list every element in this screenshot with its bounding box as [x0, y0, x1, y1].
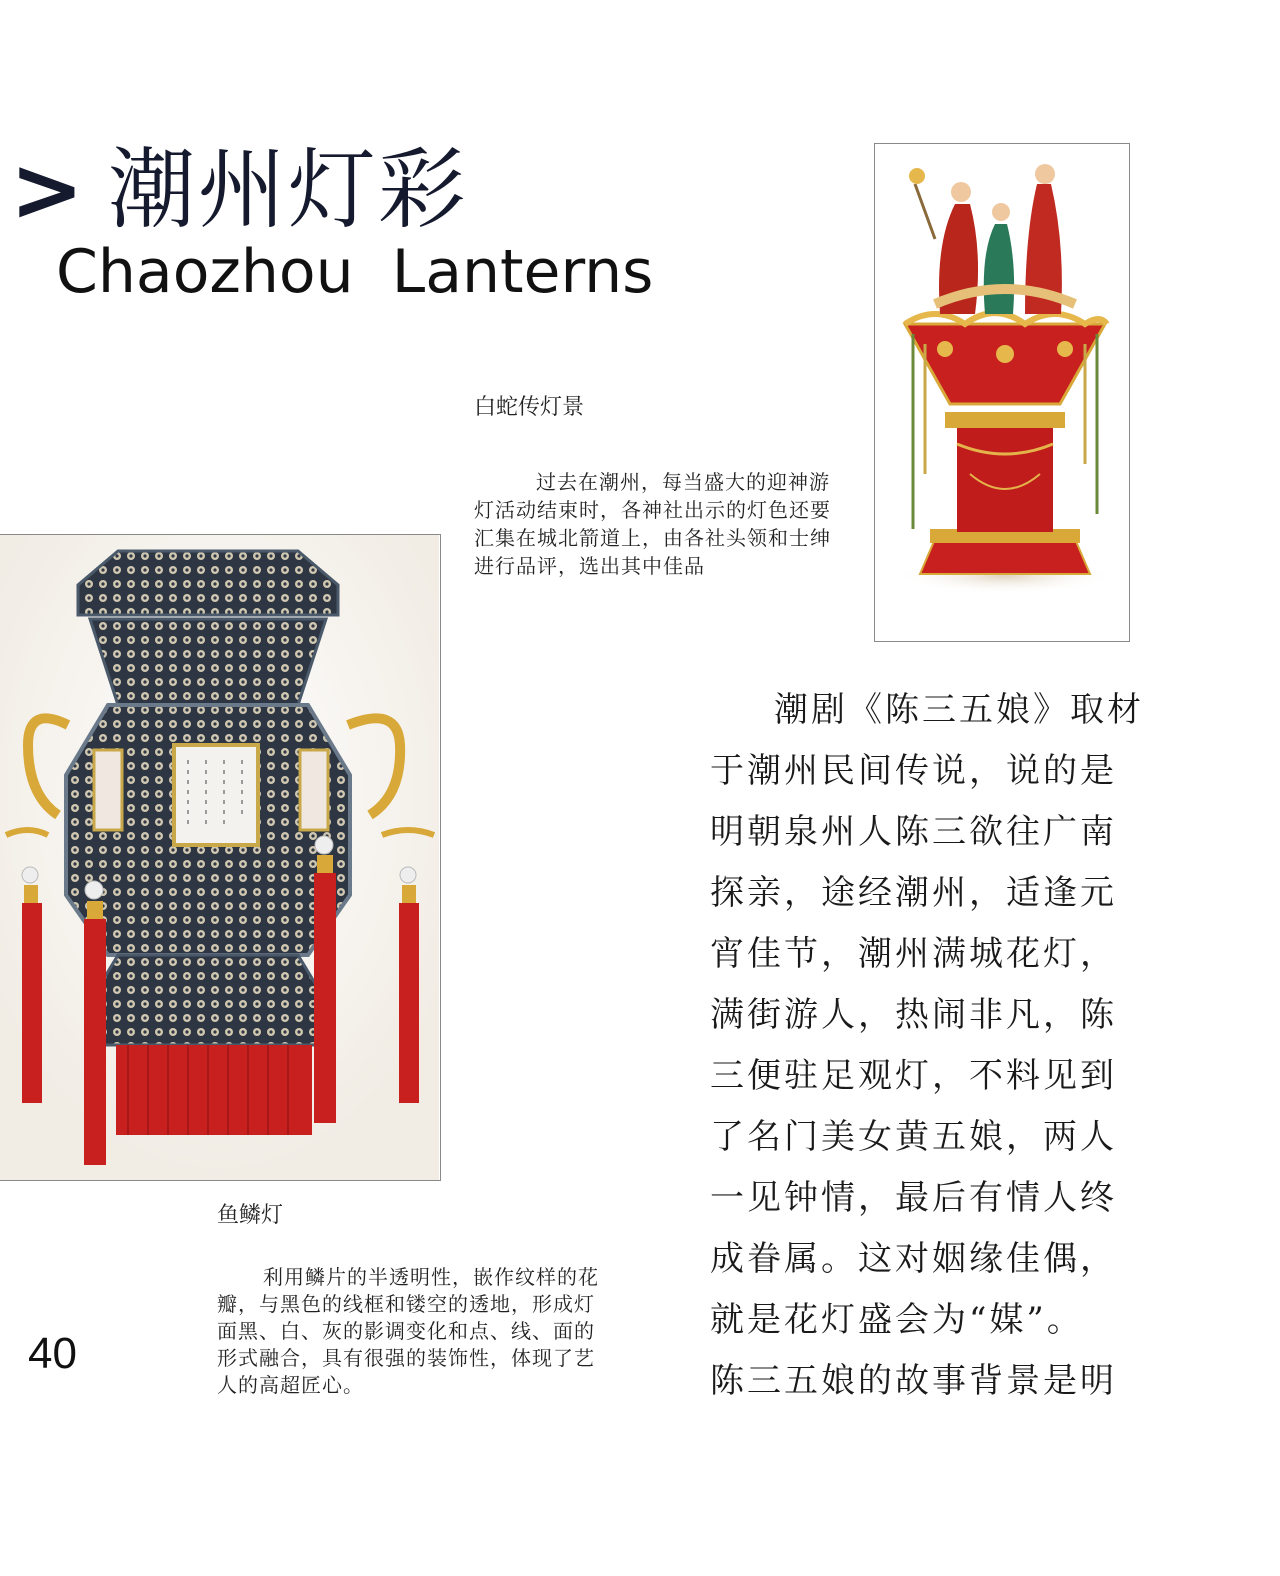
- story-line: 成眷属。这对姻缘佳偶，: [710, 1239, 1117, 1279]
- paragraph-line: 汇集在城北箭道上，由各社头领和士绅: [474, 526, 831, 550]
- paragraph-line: 利用鳞片的半透明性，嵌作纹样的花: [263, 1265, 599, 1289]
- paragraph-line: 灯活动结束时，各神社出示的灯色还要: [474, 498, 831, 522]
- story-line: 明朝泉州人陈三欲往广南: [710, 812, 1117, 852]
- paragraph-line: 瓣，与黑色的线框和镂空的透地，形成灯: [217, 1292, 595, 1316]
- story-line: 就是花灯盛会为“媒”。: [710, 1300, 1084, 1340]
- chevron-right-icon: >: [10, 138, 86, 241]
- story-line: 陈三五娘的故事背景是明: [710, 1361, 1117, 1401]
- paragraph-line: 形式融合，具有很强的装饰性，体现了艺: [217, 1346, 595, 1370]
- story-line: 于潮州民间传说，说的是: [710, 751, 1117, 791]
- paragraph-line: 面黑、白、灰的影调变化和点、线、面的: [217, 1319, 595, 1343]
- fish-scale-paragraph: [217, 1264, 647, 1399]
- white-snake-lantern-illustration: [875, 144, 1129, 641]
- fish-scale-caption: 鱼鳞灯: [217, 1203, 284, 1228]
- page-number: 40: [28, 1329, 77, 1378]
- story-line: 一见钟情，最后有情人终: [710, 1178, 1117, 1218]
- white-snake-paragraph: [474, 468, 874, 580]
- main-story-text: [710, 680, 1144, 1412]
- story-line: 探亲，途经潮州，适逢元: [710, 873, 1117, 913]
- story-line: 满街游人，热闹非凡，陈: [710, 995, 1117, 1035]
- fish-scale-lantern-photo: [0, 534, 441, 1181]
- page-title-cn: [10, 140, 468, 240]
- story-line: 了名门美女黄五娘，两人: [710, 1117, 1117, 1157]
- story-line: 宵佳节，潮州满城花灯，: [710, 934, 1117, 974]
- paragraph-line: 过去在潮州，每当盛大的迎神游: [536, 470, 830, 494]
- white-snake-lantern-photo: [874, 143, 1130, 642]
- story-line: 三便驻足观灯，不料见到: [710, 1056, 1117, 1096]
- white-snake-caption: 白蛇传灯景: [474, 395, 585, 420]
- paragraph-line: 进行品评，选出其中佳品: [474, 554, 705, 578]
- paragraph-line: 人的高超匠心。: [217, 1373, 364, 1397]
- fish-scale-lantern-illustration: [0, 535, 439, 1180]
- title-cn-text: 潮州灯彩: [107, 138, 468, 241]
- story-line: 潮剧《陈三五娘》取材: [774, 690, 1144, 730]
- page-title-en: Chaozhou Lanterns: [56, 237, 654, 307]
